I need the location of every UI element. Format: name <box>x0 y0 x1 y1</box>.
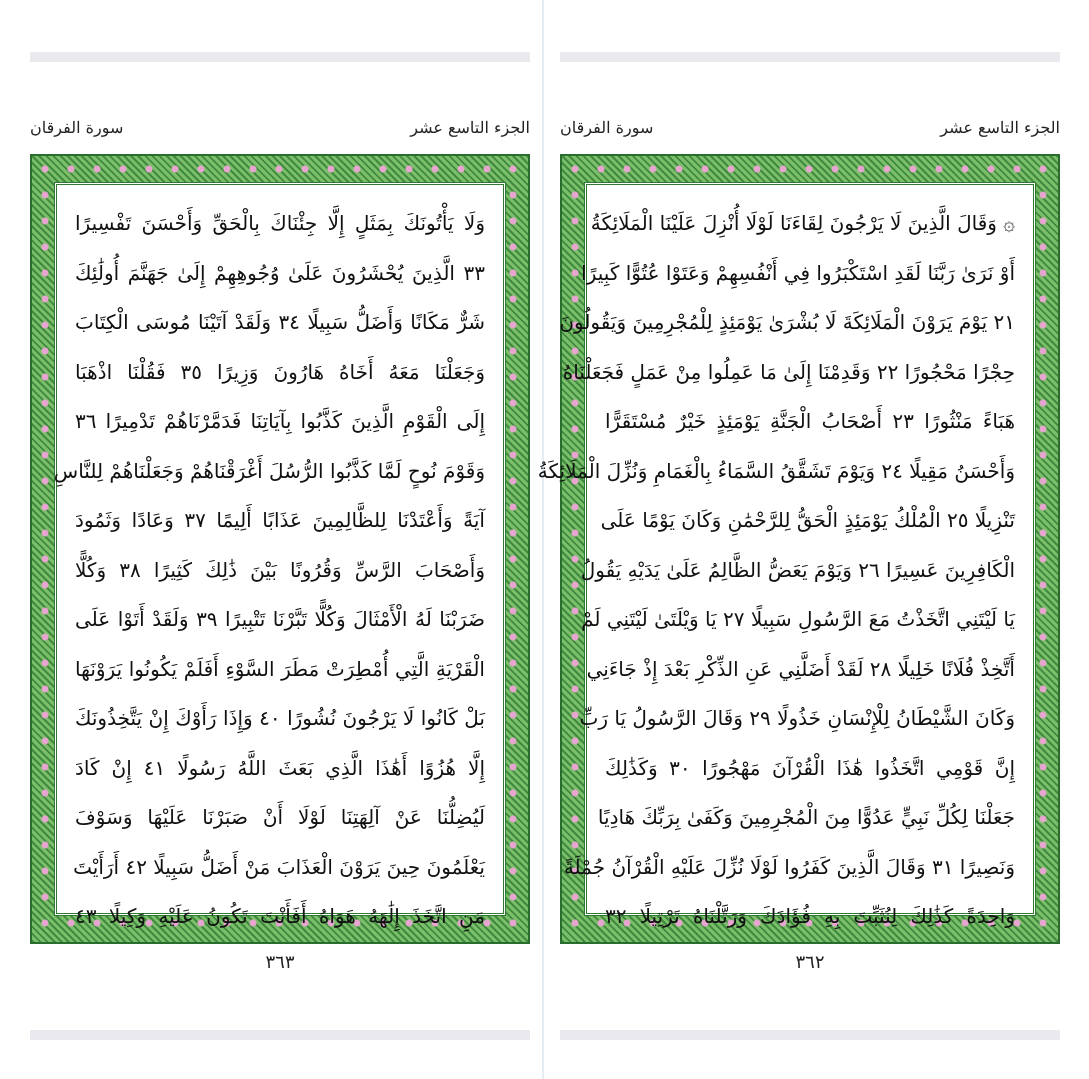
text-line: أَتَّخِذْ فُلَانًا خَلِيلًا ٢٨ لَقَدْ أَضَلَّنِي عَنِ الذِّكْرِ بَعْدَ إِذْ جَاءَنِي <box>586 656 1015 681</box>
text-line: يَعْلَمُونَ حِينَ يَرَوْنَ الْعَذَابَ مَنْ أَضَلُّ سَبِيلًا ٤٢ أَرَأَيْتَ <box>73 854 485 879</box>
text-line: وَكَانَ الشَّيْطَانُ لِلْإِنْسَانِ خَذُولًا ٢٩ وَقَالَ الرَّسُولُ يَا رَبِّ <box>579 706 1015 730</box>
top-bar <box>560 52 1060 62</box>
text-line: وَقَوْمَ نُوحٍ لَمَّا كَذَّبُوا الرُّسُلَ أَغْرَقْنَاهُمْ وَجَعَلْنَاهُمْ لِلنَّاسِ <box>53 458 485 483</box>
page-header <box>560 118 1060 146</box>
text-line: الْقَرْيَةِ الَّتِي أُمْطِرَتْ مَطَرَ السَّوْءِ أَفَلَمْ يَكُونُوا يَرَوْنَهَا <box>75 656 485 681</box>
juz-label: الجزء التاسع عشر <box>940 118 1060 137</box>
text-line: حِجْرًا مَحْجُورًا ٢٢ وَقَدِمْنَا إِلَىٰ مَا عَمِلُوا مِنْ عَمَلٍ فَجَعَلْنَاهُ <box>562 359 1015 384</box>
sura-label: سورة الفرقان <box>560 118 654 137</box>
text-line: مَنِ اتَّخَذَ إِلَٰهَهُ هَوَاهُ أَفَأَنْتَ تَكُونُ عَلَيْهِ وَكِيلًا ٤٣ <box>75 904 485 928</box>
text-line: بَلْ كَانُوا لَا يَرْجُونَ نُشُورًا ٤٠ وَإِذَا رَأَوْكَ إِنْ يَتَّخِذُونَكَ <box>75 706 485 730</box>
text-line: إِنَّ قَوْمِي اتَّخَذُوا هَٰذَا الْقُرْآنَ مَهْجُورًا ٣٠ وَكَذَٰلِكَ <box>605 755 1015 780</box>
text-line: يَا لَيْتَنِي اتَّخَذْتُ مَعَ الرَّسُولِ سَبِيلًا ٢٧ يَا وَيْلَتَىٰ لَيْتَنِي لَمْ <box>581 607 1015 631</box>
text-line: هَبَاءً مَنْثُورًا ٢٣ أَصْحَابُ الْجَنَّةِ يَوْمَئِذٍ خَيْرٌ مُسْتَقَرًّا <box>605 409 1016 433</box>
juz-label: الجزء التاسع عشر <box>410 118 530 137</box>
text-line: لَيُضِلُّنَا عَنْ آلِهَتِنَا لَوْلَا أَنْ صَبَرْنَا عَلَيْهَا وَسَوْفَ <box>75 805 485 829</box>
text-line: شَرٌّ مَكَانًا وَأَضَلُّ سَبِيلًا ٣٤ وَلَقَدْ آتَيْنَا مُوسَى الْكِتَابَ <box>75 310 485 334</box>
text-line: وَأَصْحَابَ الرَّسِّ وَقُرُونًا بَيْنَ ذَٰلِكَ كَثِيرًا ٣٨ وَكُلًّا <box>75 557 485 582</box>
text-line: وَجَعَلْنَا مَعَهُ أَخَاهُ هَارُونَ وَزِيرًا ٣٥ فَقُلْنَا اذْهَبَا <box>75 359 486 384</box>
screen-divider <box>542 0 544 1079</box>
bottom-bar <box>30 1030 530 1040</box>
text-line: آيَةً وَأَعْتَدْنَا لِلظَّالِمِينَ عَذَابًا أَلِيمًا ٣٧ وَعَادًا وَثَمُودَ <box>75 508 485 532</box>
text-line: وَاحِدَةً كَذَٰلِكَ لِنُثَبِّتَ بِهِ فُؤَادَكَ وَرَتَّلْنَاهُ تَرْتِيلًا ٣٢ <box>605 904 1015 928</box>
right-page-screen[interactable] <box>537 0 1089 1079</box>
left-page-screen[interactable] <box>0 0 544 1079</box>
ornamental-frame <box>537 154 1060 944</box>
text-line: وَأَحْسَنُ مَقِيلًا ٢٤ وَيَوْمَ تَشَقَّقُ السَّمَاءُ بِالْغَمَامِ وَنُزِّلَ الْمَلَائِكَةُ <box>537 458 1015 483</box>
bottom-bar <box>560 1030 1060 1040</box>
text-line: إِلَى الْقَوْمِ الَّذِينَ كَذَّبُوا بِآيَاتِنَا فَدَمَّرْنَاهُمْ تَدْمِيرًا ٣٦ <box>75 409 485 433</box>
text-line: جَعَلْنَا لِكُلِّ نَبِيٍّ عَدُوًّا مِنَ الْمُجْرِمِينَ وَكَفَىٰ بِرَبِّكَ هَادِيًا <box>597 805 1015 829</box>
text-area <box>53 182 506 928</box>
text-line: تَنْزِيلًا ٢٥ الْمُلْكُ يَوْمَئِذٍ الْحَقُّ لِلرَّحْمَٰنِ وَكَانَ يَوْمًا عَلَى <box>600 508 1015 532</box>
text-line: ٣٣ الَّذِينَ يُحْشَرُونَ عَلَىٰ وُجُوهِهِمْ إِلَىٰ جَهَنَّمَ أُولَٰئِكَ <box>75 260 485 285</box>
page-number: ٣٦٣ <box>265 952 295 973</box>
text-area <box>537 182 1036 928</box>
page-number: ٣٦٢ <box>795 952 825 973</box>
ornamental-frame <box>30 154 530 944</box>
text-line: الْكَافِرِينَ عَسِيرًا ٢٦ وَيَوْمَ يَعَضُّ الظَّالِمُ عَلَىٰ يَدَيْهِ يَقُولُ <box>580 557 1015 582</box>
text-line: أَوْ نَرَىٰ رَبَّنَا لَقَدِ اسْتَكْبَرُوا فِي أَنْفُسِهِمْ وَعَتَوْا عُتُوًّا كَبِيرًا <box>581 260 1015 285</box>
text-line: إِلَّا هُزُوًا أَهَٰذَا الَّذِي بَعَثَ اللَّهُ رَسُولًا ٤١ إِنْ كَادَ <box>75 755 485 780</box>
top-bar <box>30 52 530 62</box>
page-header <box>30 118 530 146</box>
text-line: ٢١ يَوْمَ يَرَوْنَ الْمَلَائِكَةَ لَا بُشْرَىٰ يَوْمَئِذٍ لِلْمُجْرِمِينَ وَيَقُولُونَ <box>559 310 1015 334</box>
text-line: ضَرَبْنَا لَهُ الْأَمْثَالَ وَكُلًّا تَبَّرْنَا تَتْبِيرًا ٣٩ وَلَقَدْ أَتَوْا عَلَى <box>75 607 485 631</box>
text-line: وَلَا يَأْتُونَكَ بِمَثَلٍ إِلَّا جِئْنَاكَ بِالْحَقِّ وَأَحْسَنَ تَفْسِيرًا <box>75 211 485 235</box>
text-line: وَنَصِيرًا ٣١ وَقَالَ الَّذِينَ كَفَرُوا لَوْلَا نُزِّلَ عَلَيْهِ الْقُرْآنُ جُمْلَةً <box>563 854 1015 879</box>
text-line: ۞ وَقَالَ الَّذِينَ لَا يَرْجُونَ لِقَاءَنَا لَوْلَا أُنْزِلَ عَلَيْنَا الْمَلَائِكَةُ <box>590 211 1015 235</box>
sura-label: سورة الفرقان <box>30 118 124 137</box>
